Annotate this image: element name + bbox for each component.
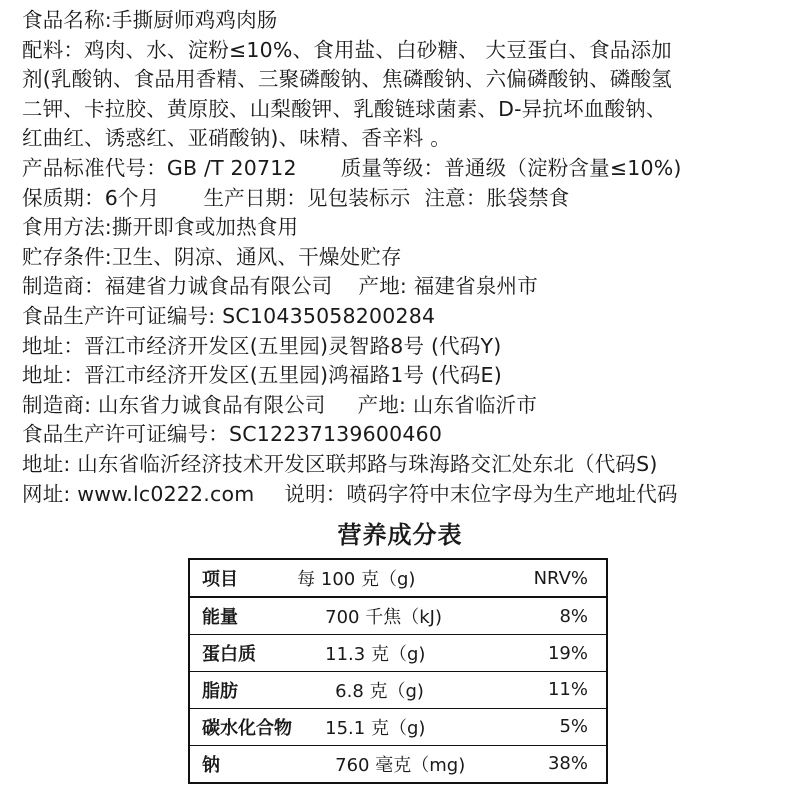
nutrient-name: 碳水化合物 bbox=[189, 708, 297, 745]
website-line bbox=[22, 480, 782, 510]
standard-grade-line bbox=[22, 154, 782, 184]
address-1a: 地址：晋江市经济开发区(五里园)灵智路8号 (代码Y) bbox=[22, 333, 502, 358]
table-row bbox=[189, 708, 607, 745]
product-standard: 产品标准代号：GB /T 20712 bbox=[22, 155, 297, 180]
origin-1: 产地: 福建省泉州市 bbox=[358, 274, 538, 299]
nutrient-value: 6.8 克（g) bbox=[297, 672, 533, 709]
table-row bbox=[189, 745, 607, 783]
nutrition-facts-table bbox=[188, 558, 608, 784]
header-nrv: NRV% bbox=[534, 559, 607, 597]
table-row bbox=[189, 597, 607, 635]
nutrient-value: 11.3 克（g) bbox=[297, 635, 533, 672]
address-2: 地址: 山东省临沂经济技术开发区联邦路与珠海路交汇处东北（代码S) bbox=[22, 451, 658, 476]
usage: 食用方法:撕开即食或加热食用 bbox=[22, 215, 299, 240]
nutrient-name: 钠 bbox=[189, 745, 297, 783]
license-1: 食品生产许可证编号: SC10435058200284 bbox=[22, 303, 436, 328]
ingredients-line-1: 配料：鸡肉、水、淀粉≤10%、食用盐、白砂糖、 大豆蛋白、食品添加 bbox=[22, 37, 672, 62]
quality-grade: 质量等级：普通级（淀粉含量≤10%) bbox=[340, 155, 682, 180]
storage: 贮存条件:卫生、阴凉、通风、干燥处贮存 bbox=[22, 244, 402, 269]
nutrient-name: 脂肪 bbox=[189, 672, 297, 709]
header-item: 项目 bbox=[189, 559, 297, 597]
table-row bbox=[189, 672, 607, 709]
nutrient-name: 蛋白质 bbox=[189, 635, 297, 672]
nutrient-value: 700 千焦（kJ) bbox=[297, 597, 533, 635]
origin-2: 产地: 山东省临沂市 bbox=[357, 392, 538, 417]
product-label-text bbox=[22, 6, 782, 509]
website: 网址: www.lc0222.com bbox=[22, 481, 255, 506]
nutrient-nrv: 8% bbox=[534, 597, 607, 635]
nutrient-nrv: 19% bbox=[534, 635, 607, 672]
nutrient-nrv: 11% bbox=[534, 672, 607, 709]
address-1b: 地址：晋江市经济开发区(五里园)鸿福路1号 (代码E) bbox=[22, 363, 502, 388]
product-name: 食品名称:手撕厨师鸡鸡肉肠 bbox=[22, 8, 278, 32]
ingredients-line-4: 红曲红、诱惑红、亚硝酸钠)、味精、香辛料 。 bbox=[22, 126, 451, 151]
nutrient-name: 能量 bbox=[189, 597, 297, 635]
nutrition-table-title: 营养成分表 bbox=[337, 521, 463, 549]
license-2: 食品生产许可证编号：SC12237139600460 bbox=[22, 422, 443, 447]
header-per-100g: 每 100 克（g) bbox=[297, 559, 533, 597]
production-date: 生产日期：见包装标示 bbox=[203, 185, 411, 210]
nutrient-value: 760 毫克（mg) bbox=[297, 745, 533, 783]
batch-code-note: 说明：喷码字符中末位字母为生产地址代码 bbox=[284, 481, 678, 506]
nutrient-value: 15.1 克（g) bbox=[297, 708, 533, 745]
shelf-life: 保质期：6个月 bbox=[22, 185, 160, 210]
manufacturer-1: 制造商：福建省力诚食品有限公司 bbox=[22, 274, 333, 299]
table-row bbox=[189, 635, 607, 672]
manufacturer-2: 制造商: 山东省力诚食品有限公司 bbox=[22, 392, 326, 417]
nutrition-header-row bbox=[189, 559, 607, 597]
ingredients-line-2: 剂(乳酸钠、食品用香精、三聚磷酸钠、焦磷酸钠、六偏磷酸钠、磷酸氢 bbox=[22, 67, 672, 92]
nutrient-nrv: 38% bbox=[534, 745, 607, 783]
shelf-life-line bbox=[22, 184, 782, 214]
ingredients-line-3: 二钾、卡拉胶、黄原胶、山梨酸钾、乳酸链球菌素、D-异抗坏血酸钠、 bbox=[22, 96, 667, 121]
nutrient-nrv: 5% bbox=[534, 708, 607, 745]
manufacturer-2-line bbox=[22, 391, 782, 421]
manufacturer-1-line bbox=[22, 272, 782, 302]
notice: 注意：胀袋禁食 bbox=[424, 185, 570, 210]
